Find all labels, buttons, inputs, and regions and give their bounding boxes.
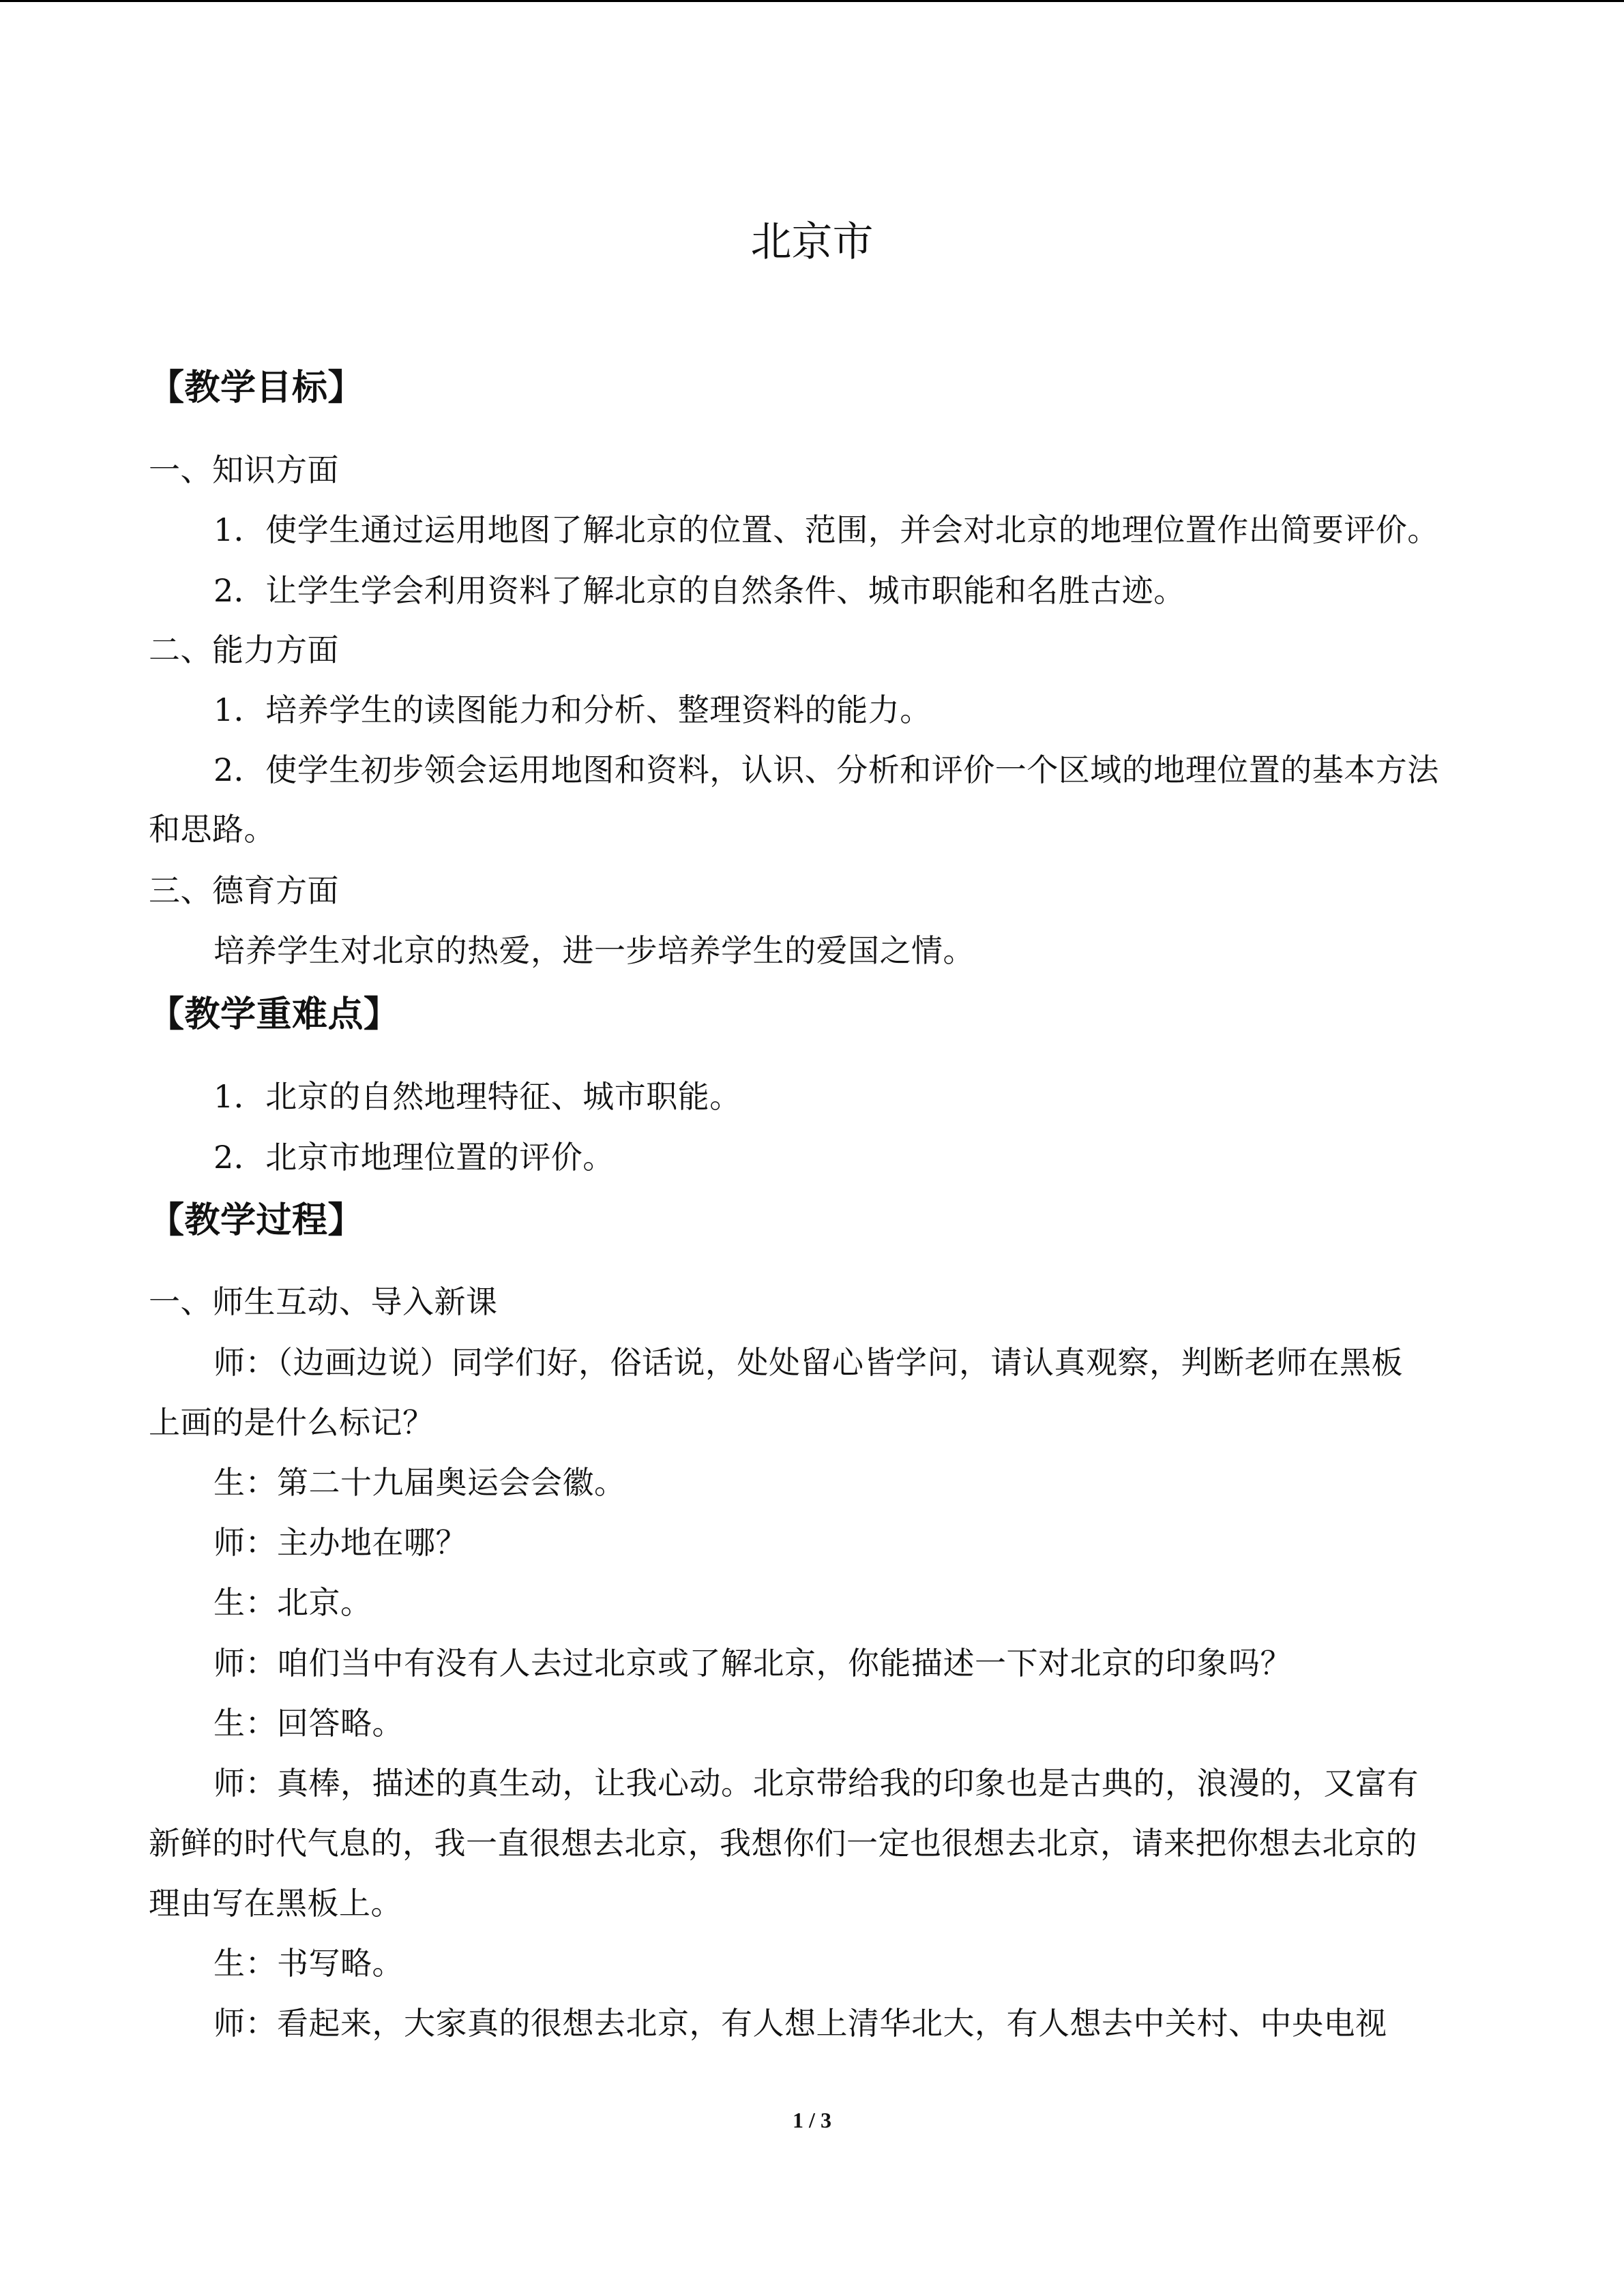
paragraph-line: 培养学生对北京的热爱，进一步培养学生的爱国之情。 [213, 932, 975, 969]
dialogue-line: 新鲜的时代气息的，我一直很想去北京，我想你们一定也很想去北京，请来把你想去北京的 [149, 1825, 1417, 1862]
subheading-knowledge: 一、知识方面 [149, 451, 339, 488]
paragraph-line: 2．北京市地理位置的评价。 [213, 1139, 615, 1176]
subheading-ability: 二、能力方面 [149, 631, 339, 668]
dialogue-line: 师：咱们当中有没有人去过北京或了解北京，你能描述一下对北京的印象吗？ [213, 1645, 1292, 1682]
page-number: 1 / 3 [793, 2108, 831, 2132]
paragraph-line: 1．北京的自然地理特征、城市职能。 [213, 1078, 741, 1115]
paragraph-line: 1．使学生通过运用地图了解北京的位置、范围，并会对北京的地理位置作出简要评价。 [213, 511, 1439, 548]
dialogue-line: 师：真棒，描述的真生动，让我心动。北京带给我的印象也是古典的，浪漫的，又富有 [213, 1765, 1419, 1802]
paragraph-line: 和思路。 [149, 811, 276, 848]
dialogue-line: 上画的是什么标记？ [149, 1404, 434, 1441]
section-heading-process: 【教学过程】 [149, 1200, 364, 1241]
dialogue-line: 师：（边画边说）同学们好，俗话说，处处留心皆学问，请认真观察，判断老师在黑板 [213, 1344, 1403, 1381]
paragraph-line: 2．使学生初步领会运用地图和资料，认识、分析和评价一个区域的地理位置的基本方法 [213, 751, 1439, 788]
dialogue-line: 生：第二十九届奥运会会徽。 [213, 1464, 626, 1501]
paragraph-line: 2．让学生学会利用资料了解北京的自然条件、城市职能和名胜古迹。 [213, 572, 1185, 609]
dialogue-line: 理由写在黑板上。 [149, 1885, 402, 1922]
paragraph-line: 1．培养学生的读图能力和分析、整理资料的能力。 [213, 691, 932, 728]
dialogue-line: 生：北京。 [213, 1584, 372, 1621]
dialogue-line: 师：主办地在哪？ [213, 1524, 467, 1561]
subheading-moral: 三、德育方面 [149, 872, 339, 909]
dialogue-line: 生：回答略。 [213, 1705, 404, 1742]
section-heading-objectives: 【教学目标】 [149, 368, 364, 408]
subheading-step-1: 一、师生互动、导入新课 [149, 1283, 498, 1320]
page-title: 北京市 [750, 218, 874, 266]
section-heading-key-points: 【教学重难点】 [149, 994, 400, 1035]
dialogue-line: 生：书写略。 [213, 1945, 404, 1982]
dialogue-line: 师：看起来，大家真的很想去北京，有人想上清华北大，有人想去中关村、中央电视 [213, 2005, 1387, 2042]
